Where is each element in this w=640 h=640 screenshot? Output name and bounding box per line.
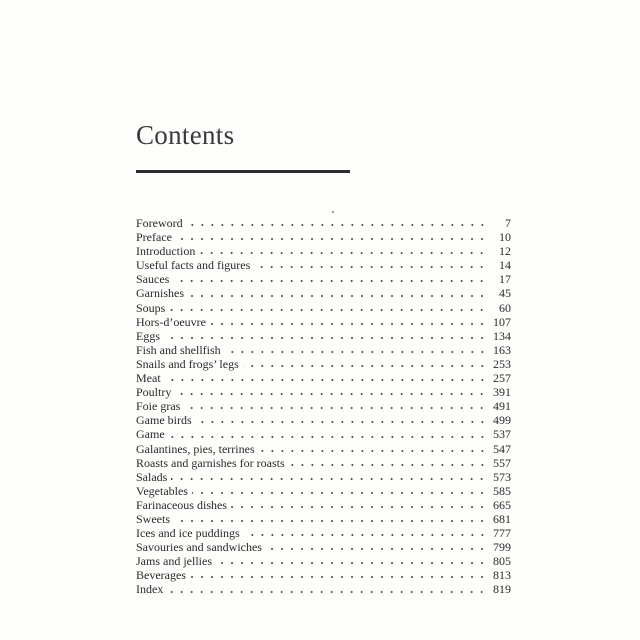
toc-entry bbox=[136, 315, 511, 329]
dot-leader bbox=[173, 280, 487, 282]
toc-entry-page-number: 107 bbox=[493, 314, 511, 329]
toc-entry-label: Salads bbox=[136, 469, 168, 484]
toc-entry-page-number: 805 bbox=[493, 554, 511, 569]
toc-entry-page-number: 10 bbox=[499, 230, 511, 245]
toc-entry-page-number: 557 bbox=[493, 455, 511, 470]
toc-entry-label: Useful facts and figures bbox=[136, 258, 251, 273]
toc-entry-page-number: 537 bbox=[493, 427, 511, 442]
toc-entry bbox=[136, 484, 511, 498]
toc-entry-label: Fish and shellfish bbox=[136, 342, 221, 357]
dot-leader bbox=[184, 407, 487, 409]
toc-entry-label: Farinaceous dishes bbox=[136, 497, 227, 512]
toc-entry-page-number: 163 bbox=[493, 342, 511, 357]
toc-entry bbox=[136, 498, 511, 512]
toc-entry-label: Savouries and sandwiches bbox=[136, 540, 262, 555]
dot-leader bbox=[210, 323, 487, 325]
toc-entry-label: Foie gras bbox=[136, 399, 181, 414]
toc-entry-label: Sweets bbox=[136, 511, 170, 526]
dot-leader bbox=[190, 576, 487, 578]
dot-leader bbox=[289, 464, 487, 466]
title-underline bbox=[136, 170, 350, 173]
dot-leader bbox=[243, 365, 487, 367]
dot-leader bbox=[225, 351, 487, 353]
toc-entry-page-number: 12 bbox=[499, 244, 511, 259]
toc-entry-label: Garnishes bbox=[136, 286, 184, 301]
dot-leader bbox=[199, 252, 487, 254]
toc-entry-page-number: 17 bbox=[499, 272, 511, 287]
toc-entry-page-number: 134 bbox=[493, 328, 511, 343]
toc-entry bbox=[136, 230, 511, 244]
toc-entry-label: Galantines, pies, terrines bbox=[136, 441, 255, 456]
toc-entry-page-number: 60 bbox=[499, 300, 511, 315]
print-speck bbox=[332, 211, 334, 213]
toc-entry-label: Introduction bbox=[136, 244, 196, 259]
toc-entry bbox=[136, 470, 511, 484]
dot-leader bbox=[266, 548, 487, 550]
toc-entry-label: Preface bbox=[136, 230, 172, 245]
toc-entry-label: Meat bbox=[136, 371, 161, 386]
toc-entry bbox=[136, 512, 511, 526]
toc-entry-page-number: 45 bbox=[499, 286, 511, 301]
dot-leader bbox=[169, 309, 487, 311]
toc-entry-page-number: 253 bbox=[493, 356, 511, 371]
toc-entry bbox=[136, 244, 511, 258]
dot-leader bbox=[176, 238, 487, 240]
toc-entry bbox=[136, 286, 511, 300]
toc-entry-label: Index bbox=[136, 582, 164, 597]
dot-leader bbox=[171, 478, 487, 480]
toc-entry-label: Ices and ice puddings bbox=[136, 526, 240, 541]
toc-entry-page-number: 573 bbox=[493, 469, 511, 484]
dot-leader bbox=[174, 520, 487, 522]
toc-entry bbox=[136, 258, 511, 272]
dot-leader bbox=[216, 562, 487, 564]
toc-entry bbox=[136, 568, 511, 582]
toc-entry bbox=[136, 357, 511, 371]
toc-entry-label: Snails and frogs’ legs bbox=[136, 356, 239, 371]
toc-entry bbox=[136, 371, 511, 385]
table-of-contents bbox=[136, 216, 511, 597]
toc-entry-label: Game bbox=[136, 427, 165, 442]
dot-leader bbox=[196, 421, 487, 423]
toc-entry bbox=[136, 385, 511, 399]
toc-entry-label: Game birds bbox=[136, 413, 192, 428]
toc-entry-page-number: 819 bbox=[493, 582, 511, 597]
dot-leader bbox=[259, 450, 487, 452]
toc-entry bbox=[136, 272, 511, 286]
toc-entry bbox=[136, 526, 511, 540]
toc-entry-page-number: 777 bbox=[493, 526, 511, 541]
toc-entry-label: Sauces bbox=[136, 272, 170, 287]
dot-leader bbox=[231, 506, 487, 508]
dot-leader bbox=[192, 492, 487, 494]
toc-entry-page-number: 681 bbox=[493, 511, 511, 526]
dot-leader bbox=[164, 337, 487, 339]
toc-entry-page-number: 7 bbox=[505, 216, 511, 230]
dot-leader bbox=[187, 224, 487, 226]
toc-entry-label: Beverages bbox=[136, 568, 186, 583]
toc-entry bbox=[136, 329, 511, 343]
toc-entry bbox=[136, 456, 511, 470]
toc-entry-page-number: 391 bbox=[493, 385, 511, 400]
toc-entry bbox=[136, 427, 511, 441]
toc-entry bbox=[136, 216, 511, 230]
toc-entry-label: Vegetables bbox=[136, 483, 188, 498]
dot-leader bbox=[244, 534, 487, 536]
dot-leader bbox=[169, 436, 487, 438]
toc-entry bbox=[136, 413, 511, 427]
dot-leader bbox=[175, 393, 487, 395]
toc-entry-page-number: 665 bbox=[493, 497, 511, 512]
toc-entry-label: Roasts and garnishes for roasts bbox=[136, 455, 285, 470]
toc-entry bbox=[136, 343, 511, 357]
toc-entry bbox=[136, 301, 511, 315]
dot-leader bbox=[254, 266, 487, 268]
toc-entry-label: Eggs bbox=[136, 328, 160, 343]
toc-entry bbox=[136, 582, 511, 596]
dot-leader bbox=[165, 379, 487, 381]
toc-entry bbox=[136, 399, 511, 413]
toc-entry-label: Jams and jellies bbox=[136, 554, 212, 569]
toc-entry bbox=[136, 540, 511, 554]
toc-entry-page-number: 257 bbox=[493, 371, 511, 386]
toc-entry-page-number: 14 bbox=[499, 258, 511, 273]
toc-entry bbox=[136, 442, 511, 456]
toc-entry-label: Poultry bbox=[136, 385, 172, 400]
toc-entry-page-number: 813 bbox=[493, 568, 511, 583]
toc-entry-page-number: 499 bbox=[493, 413, 511, 428]
toc-entry-label: Soups bbox=[136, 300, 166, 315]
toc-entry-page-number: 799 bbox=[493, 540, 511, 555]
dot-leader bbox=[167, 591, 487, 593]
toc-entry-label: Hors-d’oeuvre bbox=[136, 314, 206, 329]
page-title: Contents bbox=[136, 120, 235, 150]
toc-entry-page-number: 491 bbox=[493, 399, 511, 414]
toc-entry-page-number: 547 bbox=[493, 441, 511, 456]
dot-leader bbox=[188, 295, 487, 297]
toc-entry-page-number: 585 bbox=[493, 483, 511, 498]
toc-entry-label: Foreword bbox=[136, 216, 183, 230]
toc-entry bbox=[136, 554, 511, 568]
